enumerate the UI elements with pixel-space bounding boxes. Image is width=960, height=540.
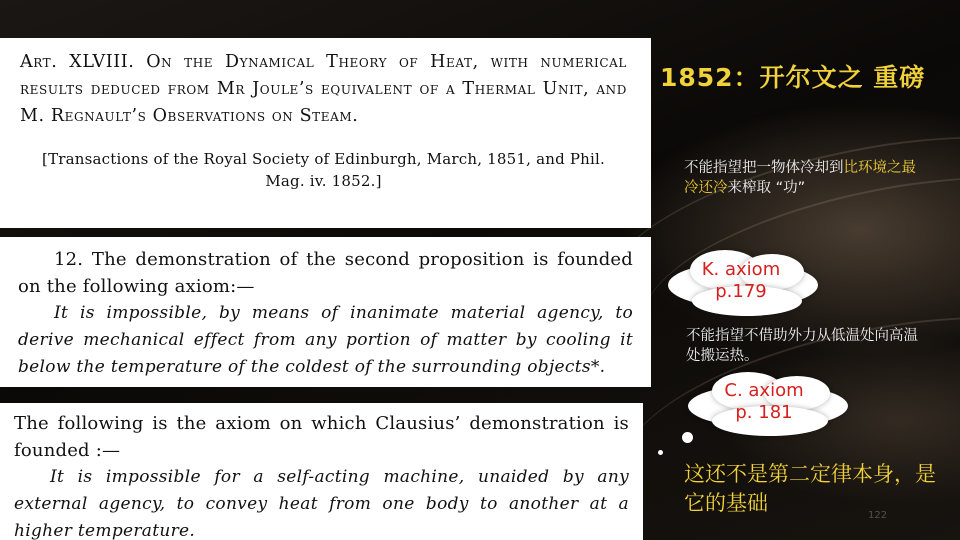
thought-bubble-dot xyxy=(658,450,663,455)
kelvin-axiom-panel xyxy=(0,237,651,387)
thought-bubble-dot xyxy=(682,432,693,443)
kelvin-axiom-text: It is impossible, by means of inanimate material agency, to derive mechanical effect from any portion of matter by cooling it below the temperature of the coldest of the surrounding objects*. xyxy=(18,303,633,377)
citation-line-1: [Transactions of the Royal Society of Edinburgh, March, 1851, and Phil. xyxy=(42,150,605,168)
kelvin-axiom-intro: 12. The demonstration of the second proposition is founded on the following axiom:— xyxy=(18,249,633,297)
slide-title: 1852：开尔文之 重磅 xyxy=(660,63,926,92)
kelvin-article-header-panel xyxy=(0,38,651,228)
article-citation xyxy=(20,148,627,192)
kelvin-explanation-part-2: 来榨取 “功” xyxy=(727,180,806,196)
conclusion-note: 这还不是第二定律本身，是它的基础 xyxy=(684,462,936,515)
citation-line-2: Mag. iv. 1852.] xyxy=(265,172,382,190)
page-number: 122 xyxy=(868,510,888,521)
clausius-axiom-panel xyxy=(0,403,643,540)
clausius-explanation: 不能指望不借助外力从低温处向高温处搬运热。 xyxy=(686,328,918,364)
clausius-reference-label: C. axiom p. 181 xyxy=(724,380,804,423)
kelvin-explanation-highlight: 比环境之最冷还冷 xyxy=(684,160,916,196)
article-title: Art. XLVIII. On the Dynamical Theory of Heat, with numerical results deduced from Mr Joule’s equivalent of a Thermal Unit, and M. Regnault’s Observations on Steam. xyxy=(20,52,627,126)
kelvin-explanation-part-1: 不能指望把一物体冷却到 xyxy=(684,160,844,176)
clausius-axiom-intro: The following is the axiom on which Clausius’ demonstration is founded :— xyxy=(14,413,629,461)
kelvin-reference-label: K. axiom p.179 xyxy=(701,259,781,302)
clausius-axiom-text: It is impossible for a self-acting machine, unaided by any external agency, to convey heat from one body to another at a higher temperature. xyxy=(14,467,629,540)
kelvin-explanation xyxy=(684,158,924,198)
